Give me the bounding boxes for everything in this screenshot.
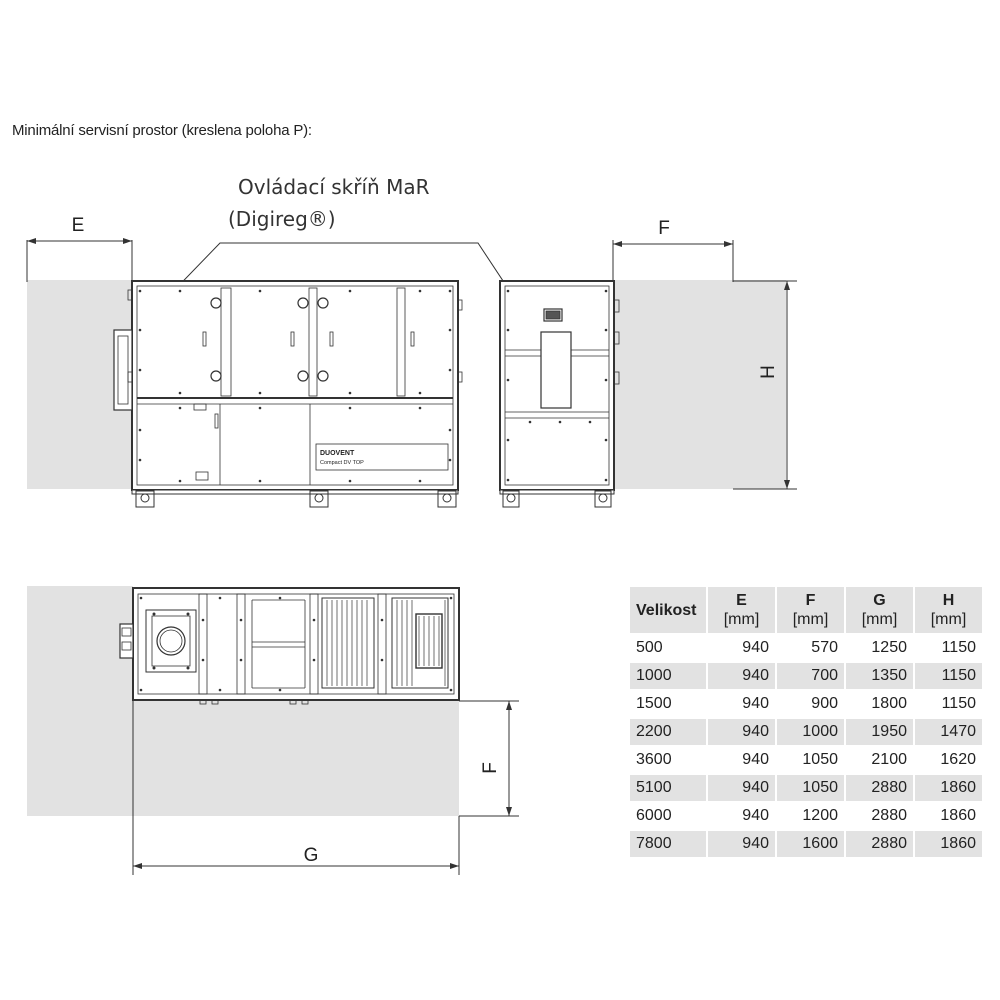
table-row — [630, 747, 982, 773]
cell-h: 1150 — [941, 695, 976, 712]
cell-e: 940 — [742, 807, 769, 824]
cell-g: 1350 — [846, 663, 913, 689]
cell-e: 940 — [742, 751, 769, 768]
size-dimension-table — [628, 585, 984, 859]
cell-size: 1500 — [636, 695, 672, 712]
cell-size: 5100 — [630, 775, 706, 801]
unit-brand-label: DUOVENT — [320, 450, 355, 457]
header-f: F [mm] — [777, 587, 844, 633]
control-cabinet-label: Ovládací skříň MaR — [238, 175, 430, 199]
cell-g: 1250 — [871, 639, 907, 656]
cell-h: 1150 — [941, 639, 976, 656]
cell-e: 940 — [742, 639, 769, 656]
header-size: Velikost — [630, 587, 706, 633]
cell-f: 900 — [811, 695, 838, 712]
unit-model-label: Compact DV TOP — [320, 460, 364, 466]
page-heading: Minimální servisní prostor (kreslena poloha P): — [12, 122, 312, 139]
top-view-unit — [120, 588, 459, 704]
cell-e: 940 — [708, 775, 775, 801]
cell-h: 1860 — [915, 775, 982, 801]
table-header-row — [630, 587, 982, 633]
cell-size: 7800 — [630, 831, 706, 857]
cell-e: 940 — [742, 695, 769, 712]
cell-e: 940 — [708, 831, 775, 857]
cell-g: 2880 — [846, 831, 913, 857]
table-row — [630, 803, 982, 829]
cell-f: 1050 — [777, 775, 844, 801]
table-row — [630, 719, 982, 745]
cell-f: 570 — [811, 639, 838, 656]
cell-g: 1800 — [871, 695, 907, 712]
dimension-f-top-label: F — [658, 218, 670, 239]
dimension-g-label: G — [303, 845, 319, 866]
cell-g: 2880 — [846, 775, 913, 801]
cell-h: 1860 — [915, 831, 982, 857]
table-row — [630, 635, 982, 661]
cell-h: 1470 — [915, 719, 982, 745]
front-view-unit — [114, 281, 462, 507]
cell-f: 700 — [777, 663, 844, 689]
cell-g: 1950 — [846, 719, 913, 745]
cell-e: 940 — [708, 719, 775, 745]
table-row — [630, 775, 982, 801]
header-h: H [mm] — [915, 587, 982, 633]
dimension-f-bottom-label: F — [480, 762, 501, 774]
table-row — [630, 831, 982, 857]
cell-e: 940 — [708, 663, 775, 689]
cell-h: 1860 — [940, 807, 976, 824]
cell-size: 2200 — [630, 719, 706, 745]
table-row — [630, 663, 982, 689]
dimension-h-label: H — [758, 365, 779, 379]
cell-f: 1000 — [777, 719, 844, 745]
cell-f: 1050 — [802, 751, 838, 768]
cell-size: 3600 — [636, 751, 672, 768]
side-view-unit — [500, 281, 619, 507]
cell-size: 500 — [636, 639, 663, 656]
cell-f: 1200 — [802, 807, 838, 824]
header-g: G [mm] — [846, 587, 913, 633]
dimension-e-label: E — [71, 215, 85, 236]
table-row — [630, 691, 982, 717]
cell-size: 1000 — [630, 663, 706, 689]
header-e: E [mm] — [708, 587, 775, 633]
cell-h: 1150 — [915, 663, 982, 689]
cell-size: 6000 — [636, 807, 672, 824]
cell-g: 2880 — [871, 807, 907, 824]
control-cabinet-sublabel: (Digireg®) — [228, 207, 336, 231]
cell-f: 1600 — [777, 831, 844, 857]
cell-h: 1620 — [940, 751, 976, 768]
cell-g: 2100 — [871, 751, 907, 768]
